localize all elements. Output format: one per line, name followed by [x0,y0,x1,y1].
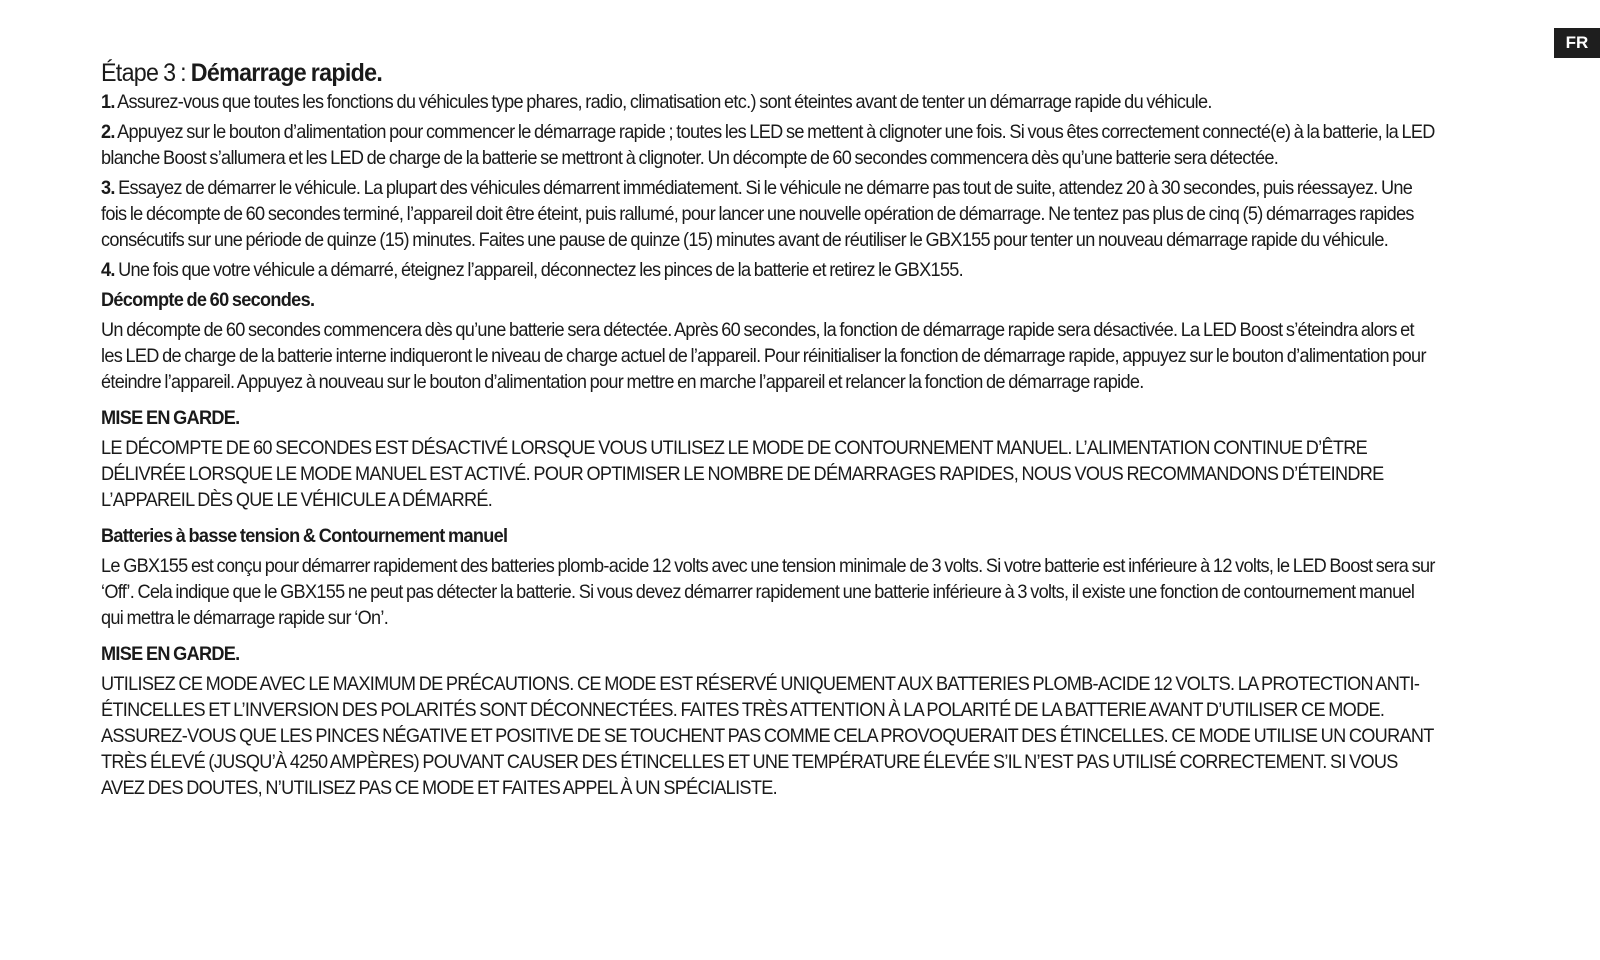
low-voltage-heading: Batteries à basse tension & Contournement manuel [101,525,508,547]
step-3 [101,175,1436,253]
warning-section-2 [101,641,1436,801]
warning-heading: MISE EN GARDE. [101,407,240,429]
step-text: Appuyez sur le bouton d’alimentation pour commencer le démarrage rapide ; toutes les LED se mettent à clignoter une fois. Si vous êtes correctement connecté(e) à la batterie, la LED blanche Boost s’allumera et les LED de charge de la batterie se mettront à clignoter. Un décompte de 60 secondes commencera dès qu’une batterie sera détectée. [101,121,1435,169]
step-4 [101,257,1436,283]
title-prefix: Étape 3 : [101,59,191,87]
page-title [101,57,1436,89]
low-voltage-section [101,523,1436,631]
step-number: 2. [101,121,115,143]
warning-section-1 [101,405,1436,513]
step-1 [101,89,1436,115]
step-number: 4. [101,259,115,281]
step-number: 1. [101,91,115,113]
step-text: Assurez-vous que toutes les fonctions du véhicules type phares, radio, climatisation etc.) sont éteintes avant de tenter un démarrage rapide du véhicule. [114,91,1212,113]
low-voltage-body: Le GBX155 est conçu pour démarrer rapidement des batteries plomb-acide 12 volts avec une tension minimale de 3 volts. Si votre batterie est inférieure à 12 volts, le LED Boost sera sur ‘Off’. Cela indique que le GBX155 ne peut pas détecter la batterie. Si vous devez démarrer rapidement une batterie inférieure à 3 volts, il existe une fonction de contournement manuel qui mettra le démarrage rapide sur ‘On’. [101,555,1435,629]
warning-body: LE DÉCOMPTE DE 60 SECONDES EST DÉSACTIVÉ LORSQUE VOUS UTILISEZ LE MODE DE CONTOURNEMENT MANUEL. L’ALIMENTATION CONTINUE D’ÊTRE DÉLIVRÉE LORSQUE LE MODE MANUEL EST ACTIVÉ. POUR OPTIMISER LE NOMBRE DE DÉMARRAGES RAPIDES, NOUS VOUS RECOMMANDONS D’ÉTEINDRE L’APPAREIL DÈS QUE LE VÉHICULE A DÉMARRÉ. [101,437,1384,511]
warning-heading: MISE EN GARDE. [101,643,240,665]
countdown-body: Un décompte de 60 secondes commencera dès qu’une batterie sera détectée. Après 60 secondes, la fonction de démarrage rapide sera désactivée. La LED Boost s’éteindra alors et les LED de charge de la batterie interne indiqueront le niveau de charge actuel de l’appareil. Pour réinitialiser la fonction de démarrage rapide, appuyez sur le bouton d’alimentation pour éteindre l’appareil. Appuyez à nouveau sur le bouton d’alimentation pour mettre en marche l’appareil et relancer la fonction de démarrage rapide. [101,319,1426,393]
title-bold: Démarrage rapide. [190,59,383,87]
countdown-section [101,287,1436,395]
step-2 [101,119,1436,171]
warning-body: UTILISEZ CE MODE AVEC LE MAXIMUM DE PRÉCAUTIONS. CE MODE EST RÉSERVÉ UNIQUEMENT AUX BATTERIES PLOMB-ACIDE 12 VOLTS. LA PROTECTION ANTI-ÉTINCELLES ET L’INVERSION DES POLARITÉS SONT DÉCONNECTÉES. FAITES TRÈS ATTENTION À LA POLARITÉ DE LA BATTERIE AVANT D’UTILISER CE MODE. ASSUREZ-VOUS QUE LES PINCES NÉGATIVE ET POSITIVE DE SE TOUCHENT PAS COMME CELA PROVOQUERAIT DES ÉTINCELLES. CE MODE UTILISE UN COURANT TRÈS ÉLEVÉ (JUSQU’À 4250 AMPÈRES) POUVANT CAUSER DES ÉTINCELLES ET UNE TEMPÉRATURE ÉLEVÉE S’IL N’EST PAS UTILISÉ CORRECTEMENT. SI VOUS AVEZ DES DOUTES, N’UTILISEZ PAS CE MODE ET FAITES APPEL À UN SPÉCIALISTE. [101,673,1434,799]
language-tab: FR [1554,28,1600,58]
step-text: Une fois que votre véhicule a démarré, éteignez l’appareil, déconnectez les pinces de la batterie et retirez le GBX155. [114,259,963,281]
document-body [101,57,1436,805]
countdown-heading: Décompte de 60 secondes. [101,289,315,311]
step-text: Essayez de démarrer le véhicule. La plupart des véhicules démarrent immédiatement. Si le véhicule ne démarre pas tout de suite, attendez 20 à 30 secondes, puis réessayez. Une fois le décompte de 60 secondes terminé, l’appareil doit être éteint, puis rallumé, pour lancer une nouvelle opération de démarrage. Ne tentez pas plus de cinq (5) démarrages rapides consécutifs sur une période de quinze (15) minutes. Faites une pause de quinze (15) minutes avant de réutiliser le GBX155 pour tenter un nouveau démarrage rapide du véhicule. [101,177,1414,251]
step-number: 3. [101,177,115,199]
